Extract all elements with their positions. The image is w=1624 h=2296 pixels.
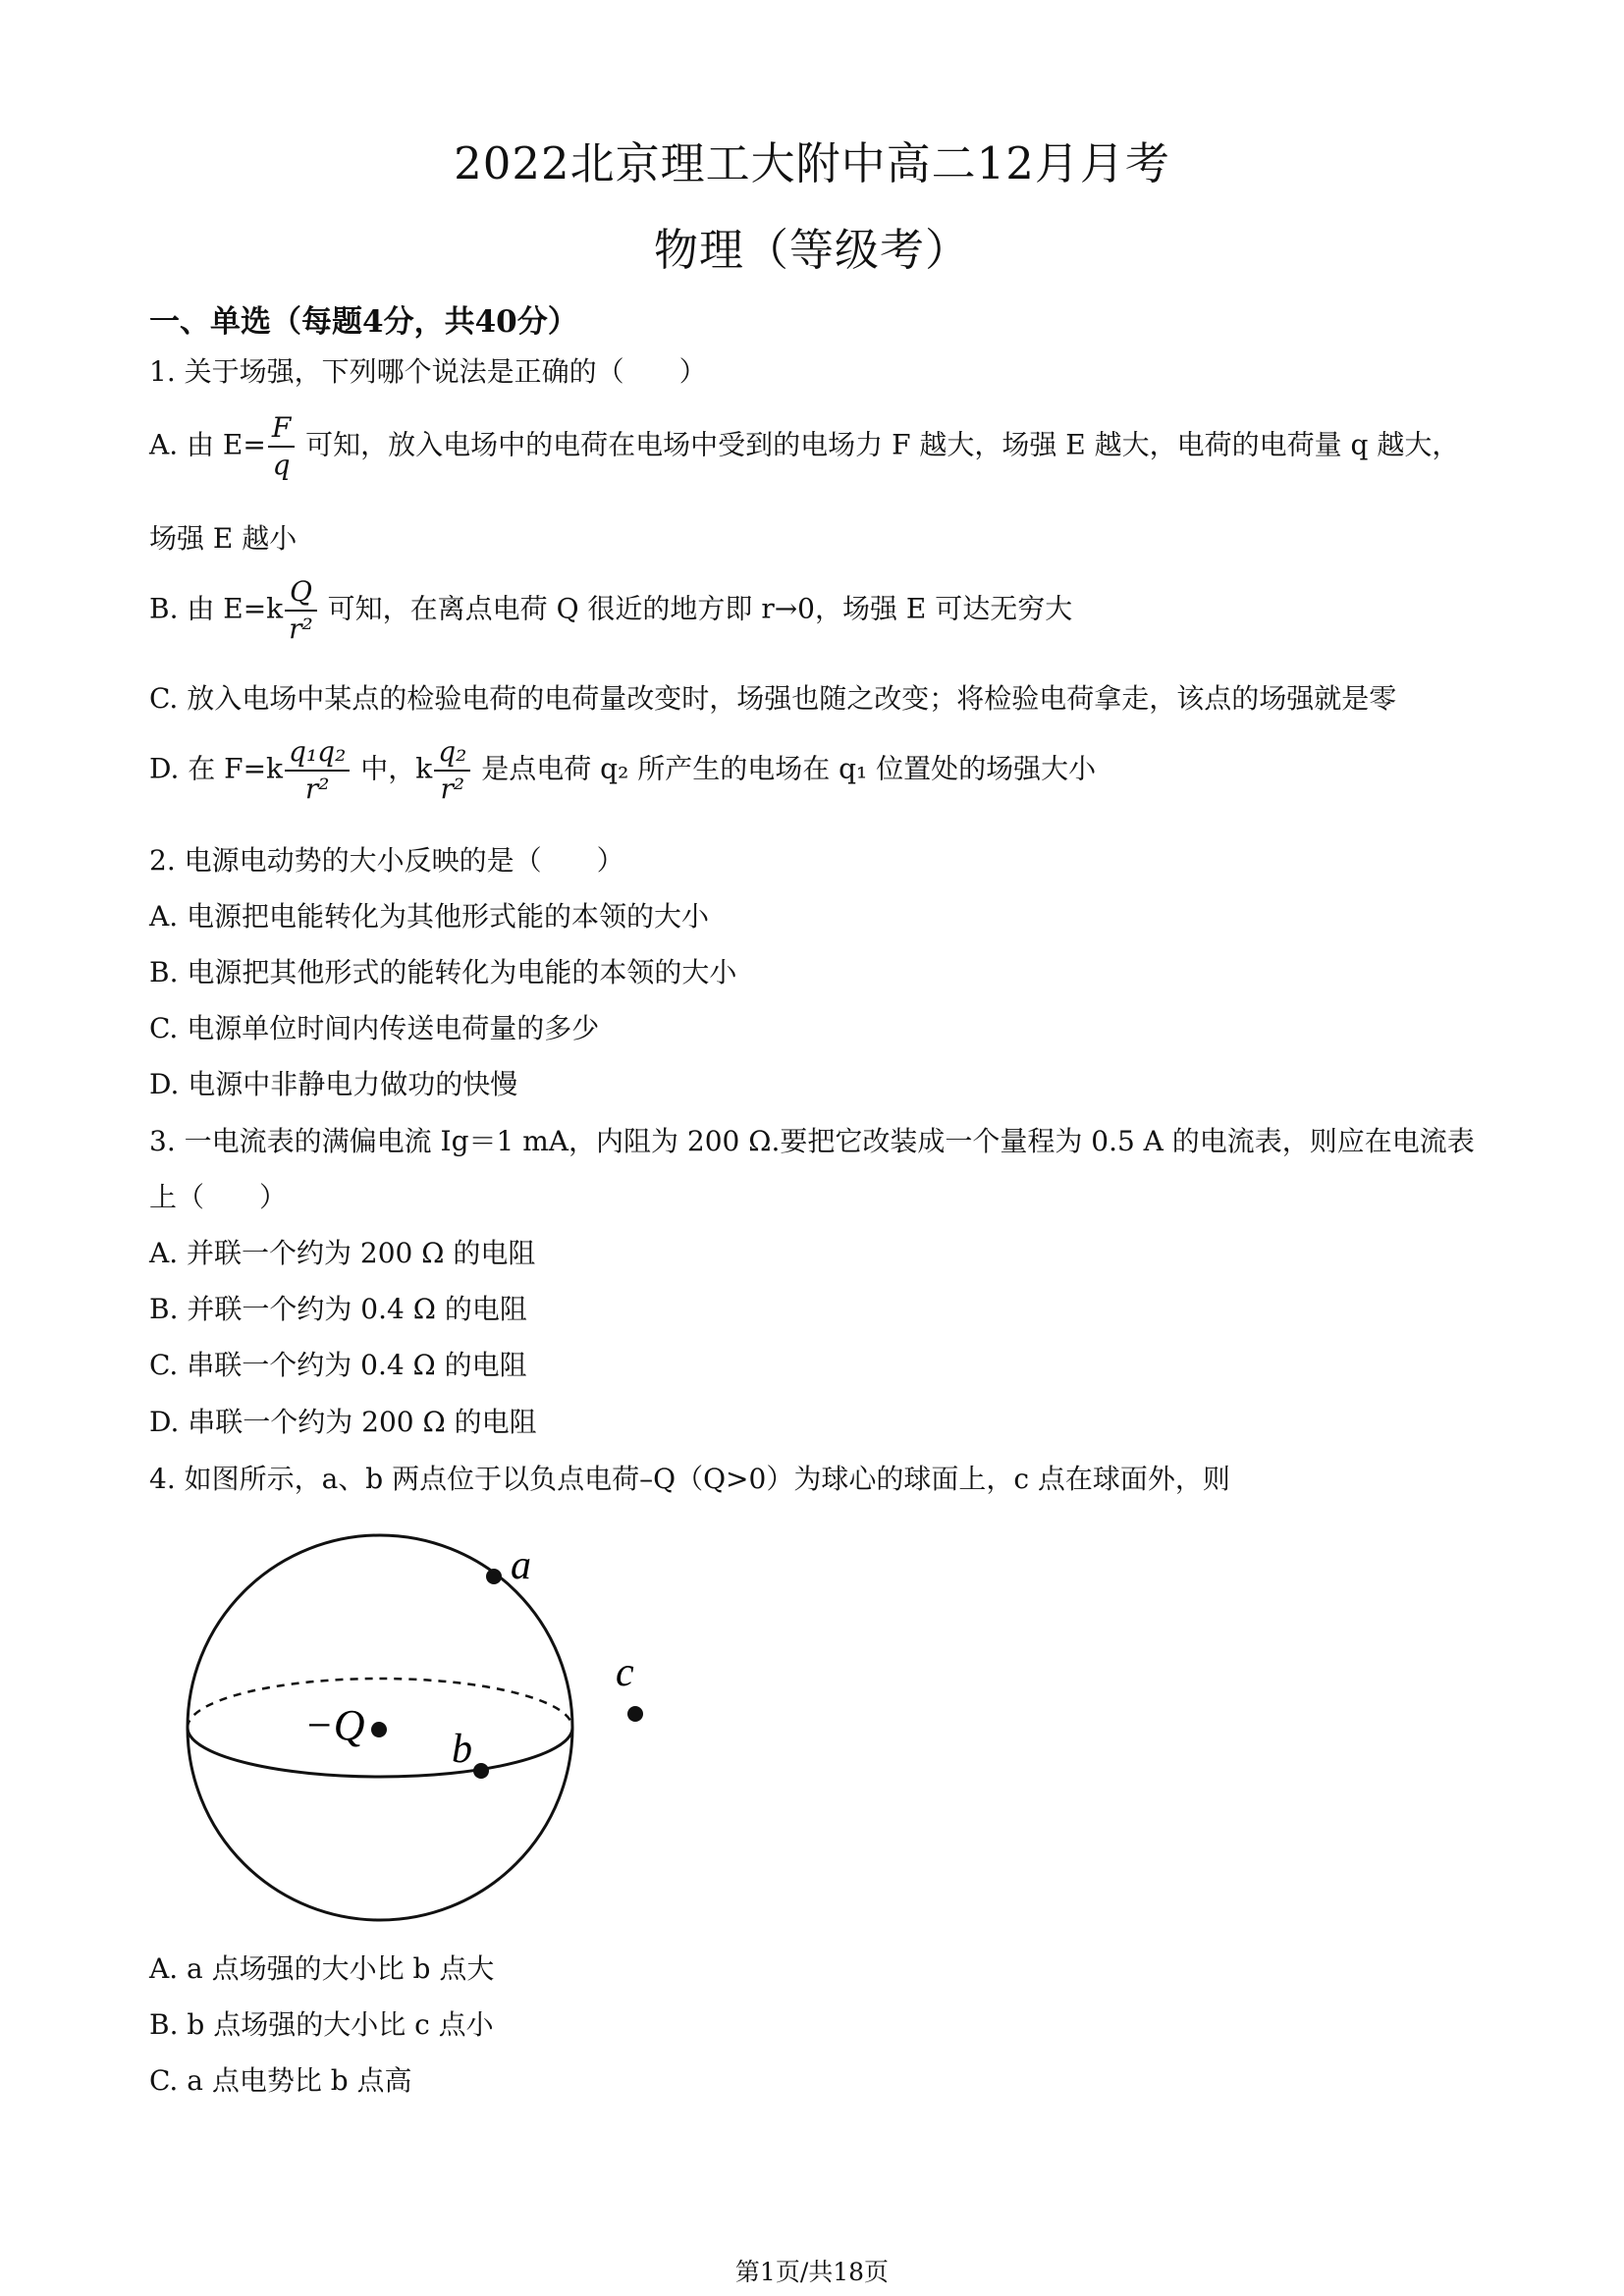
q3-option-b: B. 并联一个约为 0.4 Ω 的电阻 <box>149 1293 527 1325</box>
q4-option-a: A. a 点场强的大小比 b 点大 <box>149 1952 495 1985</box>
page-number: 第1页/共18页 <box>734 2258 890 2286</box>
q1-b-numerator: Q <box>285 574 317 612</box>
section-heading: 一、单选（每题4分，共40分） <box>149 304 578 340</box>
q1-b-fraction <box>285 574 317 647</box>
q3-stem-cont: 上（ ） <box>149 1181 288 1213</box>
q1-a-text: 可知，放入电场中的电荷在电场中受到的电场力 F 越大，场强 E 越大，电荷的电荷量 q 越大， <box>305 428 1460 461</box>
charge-label: −Q <box>304 1701 365 1749</box>
q2-option-b: B. 电源把其他形式的能转化为电能的本领的大小 <box>149 956 737 988</box>
q1-d-fraction-1 <box>285 734 350 807</box>
q2-option-a: A. 电源把电能转化为其他形式能的本领的大小 <box>149 900 710 933</box>
q3-option-a: A. 并联一个约为 200 Ω 的电阻 <box>149 1237 536 1269</box>
q2-option-d: D. 电源中非静电力做功的快慢 <box>149 1068 518 1100</box>
q1-d-denominator-2: r² <box>440 773 465 805</box>
charge-center-point <box>371 1722 387 1737</box>
q1-d-prefix: D. 在 F=k <box>149 752 284 785</box>
point-a <box>486 1569 502 1584</box>
q1-option-a <box>149 410 1459 483</box>
q1-a-fraction <box>268 410 295 483</box>
point-b-label: b <box>452 1727 472 1772</box>
sphere-figure <box>167 1512 677 1924</box>
q3-option-d: D. 串联一个约为 200 Ω 的电阻 <box>149 1406 537 1438</box>
q1-option-c: C. 放入电场中某点的检验电荷的电荷量改变时，场强也随之改变；将检验电荷拿走，该点的场强就是零 <box>149 682 1397 715</box>
q1-b-text: 可知，在离点电荷 Q 很近的地方即 r→0，场强 E 可达无穷大 <box>327 592 1073 625</box>
q1-d-denominator-1: r² <box>304 773 330 805</box>
q3-option-c: C. 串联一个约为 0.4 Ω 的电阻 <box>149 1349 527 1381</box>
page-subtitle: 物理（等级考） <box>653 224 970 276</box>
q1-option-b <box>149 574 1072 647</box>
q1-d-fraction-2 <box>434 734 470 807</box>
q2-stem: 2. 电源电动势的大小反映的是（ ） <box>149 844 624 877</box>
q3-stem: 3. 一电流表的满偏电流 Ig＝1 mA，内阻为 200 Ω.要把它改装成一个量程为 0.5 A 的电流表，则应在电流表 <box>149 1125 1475 1157</box>
q1-d-numerator-1: q₁q₂ <box>285 734 350 772</box>
point-a-label: a <box>511 1543 531 1588</box>
q1-d-mid: 中，k <box>360 752 433 785</box>
q1-a-denominator: q <box>272 449 291 481</box>
q1-a-prefix: A. 由 E= <box>149 428 266 461</box>
q4-option-c: C. a 点电势比 b 点高 <box>149 2064 412 2097</box>
q1-option-d <box>149 734 1096 807</box>
q1-stem: 1. 关于场强，下列哪个说法是正确的（ ） <box>149 355 707 388</box>
point-c-label: c <box>616 1650 634 1695</box>
q1-a-numerator: F <box>268 410 295 448</box>
q4-stem: 4. 如图所示，a、b 两点位于以负点电荷–Q（Q>0）为球心的球面上，c 点在球面外，则 <box>149 1463 1230 1495</box>
q1-d-numerator-2: q₂ <box>434 734 470 772</box>
q1-b-prefix: B. 由 E=k <box>149 592 284 625</box>
q1-option-a-cont: 场强 E 越小 <box>149 522 298 555</box>
q1-d-text: 是点电荷 q₂ 所产生的电场在 q₁ 位置处的场强大小 <box>481 752 1097 785</box>
q2-option-c: C. 电源单位时间内传送电荷量的多少 <box>149 1012 600 1044</box>
q1-b-denominator: r² <box>289 613 313 645</box>
q4-option-b: B. b 点场强的大小比 c 点小 <box>149 2008 494 2041</box>
page-title: 2022北京理工大附中高二12月月考 <box>454 137 1170 189</box>
point-c <box>627 1706 643 1722</box>
point-b <box>473 1763 489 1779</box>
equator-back <box>188 1679 572 1728</box>
